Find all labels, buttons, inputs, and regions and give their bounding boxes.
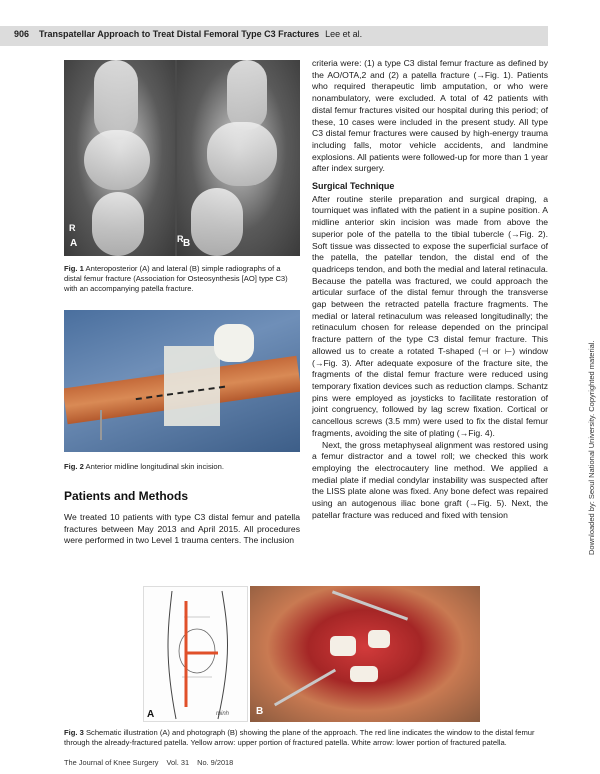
knee-schematic-drawing bbox=[144, 587, 249, 722]
tibia-shape bbox=[92, 192, 144, 256]
figure-1-caption bbox=[64, 264, 300, 294]
figure-3-caption-text: Schematic illustration (A) and photograph (B) showing the plane of the approach. The red line indicates the window to the distal femur through the already-fractured patella. Yellow arrow: upper portion of fractured patella. White arrow: lower portion of fractured patella. bbox=[64, 728, 535, 747]
bone-fragment-shape bbox=[368, 630, 390, 648]
femur-shaft-shape bbox=[227, 60, 267, 130]
figure-3-panel-b-label: B bbox=[256, 706, 264, 717]
figure-1-panel-b-label: B bbox=[183, 238, 191, 249]
subsection-heading: Surgical Technique bbox=[312, 181, 395, 192]
figure-1-radiographs bbox=[64, 60, 300, 256]
figure-1-caption-label: Fig. 1 bbox=[64, 264, 84, 273]
running-authors: Lee et al. bbox=[325, 29, 363, 39]
right-column-text bbox=[312, 58, 548, 521]
radiograph-side-marker: R bbox=[69, 223, 76, 233]
illustrator-signature: minh bbox=[216, 711, 230, 717]
radiograph-lateral bbox=[177, 60, 300, 256]
condyle-shape bbox=[84, 130, 150, 190]
figure-3-schematic bbox=[143, 586, 248, 722]
figure-3-caption bbox=[64, 728, 548, 748]
femur-shaft-shape bbox=[94, 60, 138, 140]
figure-3 bbox=[143, 586, 480, 722]
running-header bbox=[14, 29, 362, 39]
page-footer bbox=[64, 758, 241, 767]
figure-2-caption bbox=[64, 462, 300, 472]
figure-3-panel-a-label: A bbox=[147, 709, 155, 720]
download-note-text: Downloaded by: Seoul National University. Copyrighted material. bbox=[587, 340, 596, 555]
figure-2-caption-text: Anterior midline longitudinal skin incision. bbox=[85, 462, 224, 471]
running-title: Transpatellar Approach to Treat Distal Femoral Type C3 Fractures bbox=[39, 29, 320, 39]
figure-3-photo bbox=[250, 586, 480, 722]
download-watermark bbox=[575, 285, 596, 555]
figure-3-caption-label: Fig. 3 bbox=[64, 728, 84, 737]
footer-issue: No. 9/2018 bbox=[197, 758, 234, 767]
paragraph: criteria were: (1) a type C3 distal femur fracture as defined by the AO/OTA,2 and (2) a patella fracture (→Fig. 1). Patients who required therapeutic limb amputation, or who were nonambulatory, were excluded. A total of 42 patients with distal femur fractures visited our hospital during this period; of these, 10 cases were included in the present study. All type C3 distal femur fractures were caused by high-energy trauma including falls, motor vehicle accidents, and landmine explosions. All patients were followed-up for more than 1 year after index surgery. bbox=[312, 58, 548, 174]
footer-volume: Vol. 31 bbox=[166, 758, 190, 767]
pins-shape bbox=[100, 410, 160, 440]
radiograph-side-marker: R bbox=[177, 234, 184, 244]
glove-shape bbox=[214, 324, 254, 362]
section-heading: Patients and Methods bbox=[64, 489, 189, 503]
figure-1-panel-a-label: A bbox=[70, 238, 78, 249]
radiograph-ap bbox=[64, 60, 175, 256]
retractor-shape bbox=[332, 590, 408, 620]
left-column-text bbox=[64, 512, 300, 547]
paragraph: After routine sterile preparation and surgical draping, a tourniquet was inflated with the patient in a supine position. A midline anterior skin incision was made from above the superior pole of the patella to the tibial tubercle (→Fig. 2). Soft tissue was dissected to expose the superficial surface of the patella, the patellar tendon, the distal end of the quadriceps tendon, and both the medial and lateral retinacula. Because the patella was fractured, we could approach the articular surface of the distal femur through the transverse gap between the retracted patella fracture fragments. The medial or lateral retinaculum was released longitudinally; the retinaculum chosen for release depended on the principal fracture pattern of the type C3 distal femur fracture. This allowed us to create a rotated T-shaped (⊣ or ⊢) window (→Fig. 3). After adequate exposure of the fracture site, the fragments of the distal femur fracture were reduced using temporary fixation devices such as reduction clamps. Schantz pins were employed as joysticks to facilitate restoration of joint congruency, followed by lag screw fixation. Cortical or cancellous screws (3.5 mm) were used to fix the distal femur fragments, avoiding the site of plating (→Fig. 4). bbox=[312, 193, 548, 438]
paragraph: We treated 10 patients with type C3 distal femur and patella fractures between May 2013 and April 2015. All procedures were performed in two Level 1 trauma centers. The inclusion bbox=[64, 512, 300, 546]
figure-1-caption-text: Anteroposterior (A) and lateral (B) simple radiographs of a distal femur fracture (Association for Osteosynthesis [AO] type C3) with an accompanying patella fracture. bbox=[64, 264, 288, 293]
condyle-shape bbox=[207, 122, 277, 186]
figure-2-caption-label: Fig. 2 bbox=[64, 462, 84, 471]
paragraph: Next, the gross metaphyseal alignment was restored using a femur distractor and a towel roll; we checked this work employing the electrocautery line method. We applied a medial plate if medial condylar instability was suspected after the LISS plate alone was fixed. Any bone defect was repaired using an autogenous iliac bone graft (→Fig. 5). Next, the patellar fracture was reduced and fixed with tension bbox=[312, 439, 548, 520]
page-number: 906 bbox=[14, 29, 30, 39]
tibia-shape bbox=[191, 188, 243, 256]
figure-2-photo bbox=[64, 310, 300, 452]
bone-fragment-shape bbox=[350, 666, 378, 682]
clamp-shape bbox=[274, 669, 336, 707]
bone-fragment-shape bbox=[330, 636, 356, 656]
footer-journal: The Journal of Knee Surgery bbox=[64, 758, 159, 767]
